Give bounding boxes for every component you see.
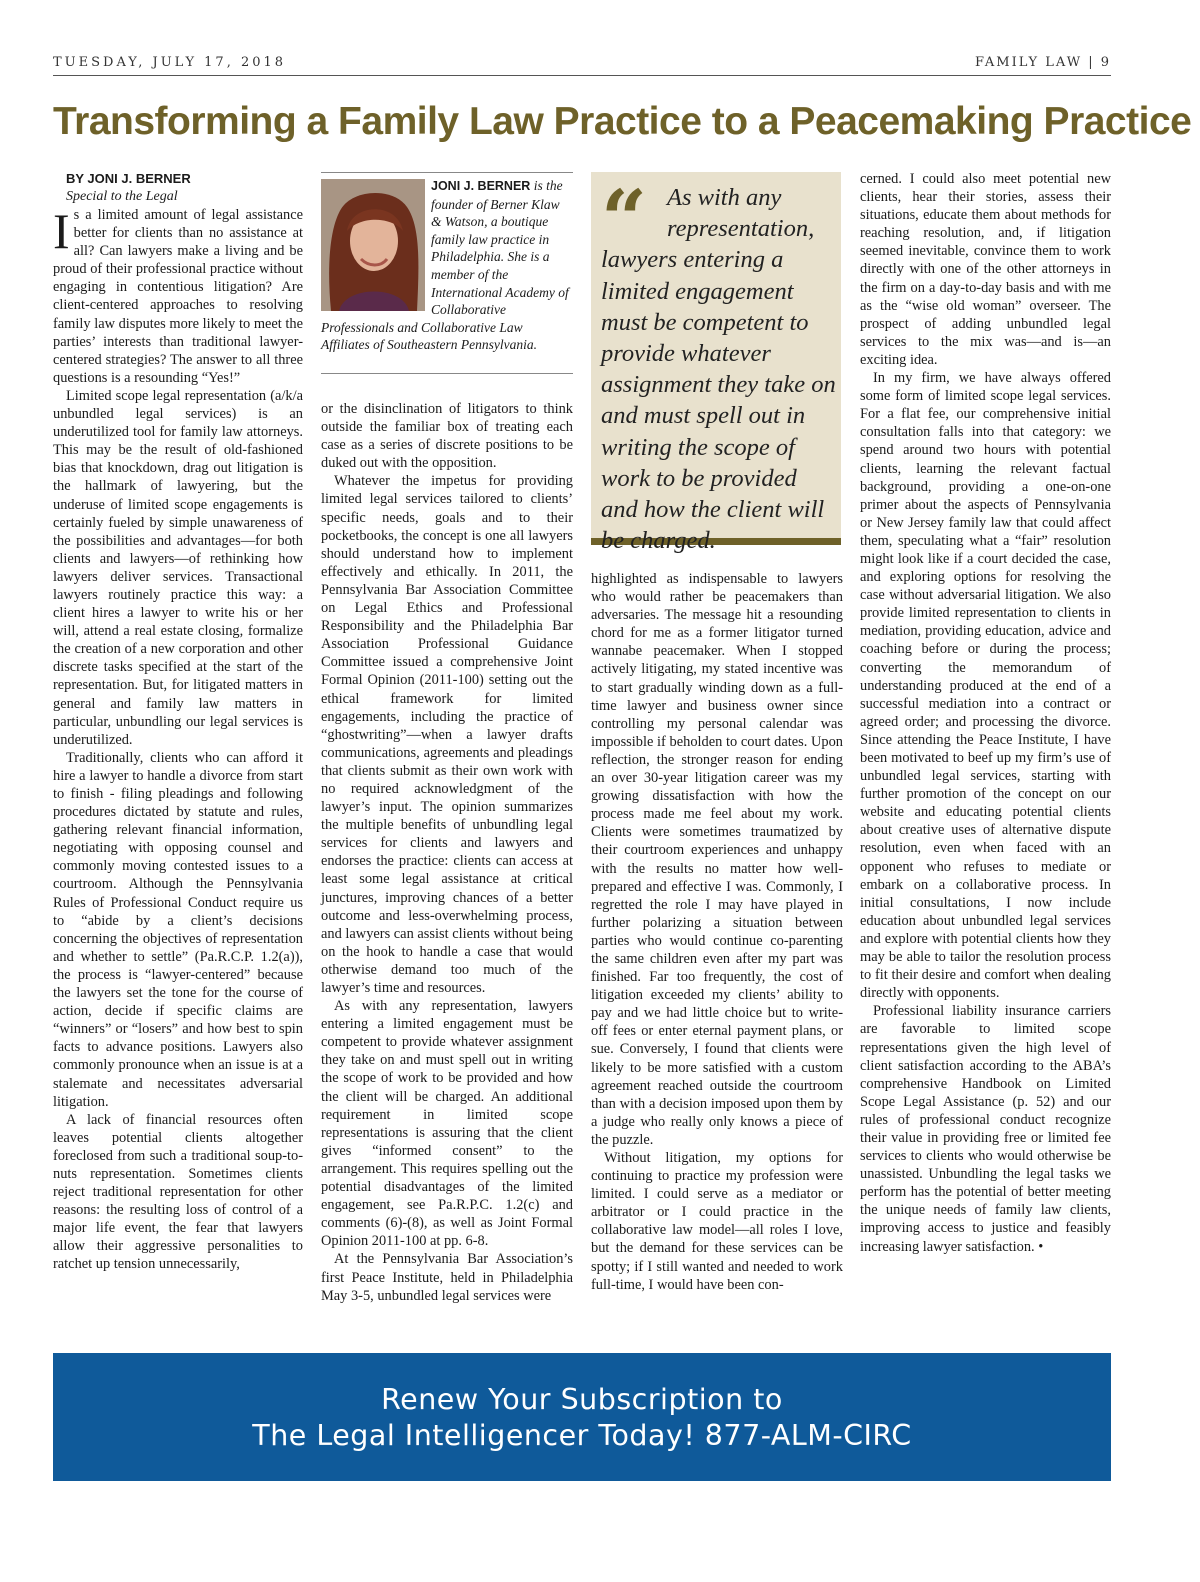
article-column-3 bbox=[591, 570, 843, 1294]
paragraph: cerned. I could also meet potential new clients, hear their stories, assess their situations, educate them about methods for reaching resolution, and, if litigation seemed inevitable, convince them to work directly with one of the other attorneys in the firm on a day-to-day basis and with me as the “wise old woman” overseer. The prospect of adding unbundled legal services to the mix was—and is—an exciting idea. bbox=[860, 171, 1111, 368]
paragraph: Traditionally, clients who can afford it hire a lawyer to handle a divorce from start to finish - filing pleadings and following procedures dictated by statute and rules, gathering relevant financial information, negotiating with opposing counsel and commonly moving contested issues to a courtroom. Although the Pennsylvania Rules of Professional Conduct require us to “abide by a client’s decisions concerning the objectives of representation and whether to settle” (Pa.R.C.P. 1.2(a)), the process is “lawyer-centered” because the lawyers set the tone for the course of action, decide if specific claims are “winners” or “losers” and how best to spin facts to advance positions. Lawyers also commonly pronounce when an issue is at a stalemate and necessitates adversarial litigation. bbox=[53, 749, 303, 1110]
article-column-2 bbox=[321, 400, 573, 1305]
author-name: JONI J. BERNER bbox=[431, 179, 531, 193]
author-bio-text bbox=[321, 177, 571, 354]
running-head bbox=[53, 55, 1111, 73]
paragraph: Limited scope legal representation (a/k/a unbundled legal services) is an underutilized tool for family law attorneys. This may be the result of old-fashioned bias that knockdown, drag out litigation is the hallmark of lawyering, but the underuse of limited scope engagements is certainly fueled by simple unawareness of the possibilities and advantages—for both clients and lawyers—of rethinking how lawyers deliver services. Transactional lawyers routinely practice this way: a client hires a lawyer to write his or her will, attend a real estate closing, formalize the creation of a new corporation and other discrete tasks specified at the start of the representation. But, for litigated matters in general and family law matters in particular, unbundling our legal services is underutilized. bbox=[53, 387, 303, 748]
byline-affiliation: Special to the Legal bbox=[66, 189, 178, 204]
paragraph: A lack of financial resources often leaves potential clients altogether foreclosed from such a traditional soup-to-nuts representation. Sometimes clients reject traditional representation for other reasons: the resulting loss of control of a major life event, the fear that lawyers allow their aggressive personalities to ratchet up tension unnecessarily, bbox=[53, 1111, 303, 1273]
paragraph: Without litigation, my options for continuing to practice my profession were limited. I could serve as a mediator or arbitrator or I could practice in the collaborative law model—all roles I love, but the demand for these services can be spotty; if I still wanted and needed to work full-time, I would have been con- bbox=[591, 1150, 843, 1293]
paragraph: In my firm, we have always offered some form of limited scope legal services. For a flat fee, our comprehensive initial consultation falls into that category: we spend around two hours with potential clients, learning the relevant factual background, providing a one-on-one primer about the aspects of Pennsylvania or New Jersey family law that could affect them, speculating what a “fair” resolution might look like if a court decided the case, and exploring options for resolving the case without adversarial litigation. We also provide limited representation to clients in mediation, providing education, advice and coaching before or during the process; converting the memorandum of understanding produced at the end of a successful mediation into a contract or agreed order; and processing the divorce. Since attending the Peace Institute, I have been motivated to beef up my firm’s use of unbundled legal services, starting with further promotion of the concept on our website and educating potential clients about creative uses of alternative dispute resolution, even when faced with an opponent who refuses to mediate or embark on a collaborative process. In initial consultations, I now include education about unbundled legal services and explore with potential clients how they may be able to tailor the resolution process to fit their desire and comfort when dealing directly with opponents. bbox=[860, 370, 1111, 1002]
paragraph: or the disinclination of litigators to think outside the familiar box of treating each case as a series of discrete positions to be duked out with the opposition. bbox=[321, 401, 573, 472]
article-column-1 bbox=[53, 170, 303, 1274]
banner-line-1: Renew Your Subscription to bbox=[381, 1383, 783, 1416]
author-bio-description: is the founder of Berner Klaw & Watson, a boutique family law practice in Philadelphia. She is a member of the International Academy of Collaborative Professionals and Collaborative Law Affiliates of Southeastern Pennsylvania. bbox=[321, 178, 569, 353]
paragraph: Is a limited amount of legal assistance better for clients than no assistance at all? Can lawyers make a living and be proud of their professional practice without engaging in contentious litigation? Are client-centered approaches to resolving family law disputes more likely to meet the parties’ interests than traditional lawyer-centered strategies? The answer to all three questions is a resounding “Yes!” bbox=[53, 203, 303, 386]
article-column-4 bbox=[860, 170, 1111, 1256]
drop-cap: I bbox=[53, 203, 70, 259]
author-bio-box bbox=[321, 172, 573, 374]
issue-date: TUESDAY, JULY 17, 2018 bbox=[53, 55, 287, 70]
paragraph: Whatever the impetus for providing limited legal services tailored to clients’ specific needs, goals and to their pocketbooks, the concept is one all lawyers should understand how to implement effectively and ethically. In 2011, the Pennsylvania Bar Association Committee on Legal Ethics and Professional Responsibility and the Philadelphia Bar Association Professional Guidance Committee issued a comprehensive Joint Formal Opinion (2011-100) setting out the ethical framework for limited engagements, including the practice of “ghostwriting”—when a lawyer drafts communications, agreements and pleadings that clients submit as their own work with no required acknowledgment of the lawyer’s input. The opinion summarizes the multiple benefits of unbundling legal services for clients and lawyers and endorses the practice: clients can access at least some legal assistance at critical junctures, improving chances of a better outcome and less-overwhelming process, and lawyers can assist clients without being on the hook to handle a case that would otherwise demand too much of the lawyer’s time and resources. bbox=[321, 473, 573, 996]
paragraph: At the Pennsylvania Bar Association’s first Peace Institute, held in Philadelphia May 3-5, unbundled legal services were bbox=[321, 1251, 573, 1304]
subscription-banner[interactable] bbox=[53, 1353, 1111, 1481]
paragraph: As with any representation, lawyers entering a limited engagement must be competent to provide whatever assignment they take on and must spell out in writing the scope of work to be provided and how the client will be charged. An additional requirement in limited scope representations is assuring that the client gives “informed consent” to the arrangement. This requires spelling out the potential disadvantages of the limited engagement, see Pa.R.P.C. 1.2(c) and comments (6)-(8), as well as Joint Formal Opinion 2011-100 at pp. 6-8. bbox=[321, 998, 573, 1250]
paragraph: highlighted as indispensable to lawyers who would rather be peacemakers than adversaries. The message hit a resounding chord for me as a former litigator turned wannabe peacemaker. When I stopped actively litigating, my stated incentive was to start gradually winding down as a full-time lawyer and business owner since controlling my personal calendar was impossible if beholden to court dates. Upon reflection, the stronger reason for ending an over 30-year litigation career was my growing dissatisfaction with how the process made me feel about my work. Clients were sometimes traumatized by their courtroom experiences and unhappy with the results no matter how well-prepared and effective I was. Commonly, I regretted the role I may have played in further polarizing a situation between parties who would continue co-parenting the same children even after my part was finished. Far too frequently, the cost of litigation exceeded my clients’ ability to pay and we had little choice but to write-off fees or enter eternal payment plans, or sue. Conversely, I found that clients were likely to be more satisfied with a custom agreement reached outside the courtroom than with a decision imposed upon them by a judge who really only knows a piece of the puzzle. bbox=[591, 571, 843, 1148]
pull-quote bbox=[591, 172, 841, 555]
section-page-label: FAMILY LAW | 9 bbox=[974, 55, 1111, 70]
pull-quote-text: As with any representation, lawyers entering a limited engagement must be competent to provide whatever assignment they take on and must spell out in writing the scope of work to be provided and how the client will be charged. bbox=[601, 184, 836, 555]
byline: BY JONI J. BERNER bbox=[66, 171, 191, 186]
header-rule bbox=[53, 75, 1111, 76]
quote-mark-icon: “ bbox=[601, 172, 648, 266]
banner-line-2: The Legal Intelligencer Today! 877-ALM-CIRC bbox=[252, 1419, 912, 1452]
article-headline: Transforming a Family Law Practice to a Peacemaking Practice bbox=[53, 100, 1192, 143]
paragraph: Professional liability insurance carriers are favorable to limited scope representations given the high level of client satisfaction according to the ABA’s comprehensive Handbook on Limited Scope Legal Assistance (p. 52) and our rules of professional conduct recognize their value in providing free or limited fee services to clients who would otherwise be unassisted. Unbundling the legal tasks we perform has the potential of better meeting the unique needs of family law clients, improving access to justice and feasibly increasing lawyer satisfaction. • bbox=[860, 1003, 1111, 1255]
